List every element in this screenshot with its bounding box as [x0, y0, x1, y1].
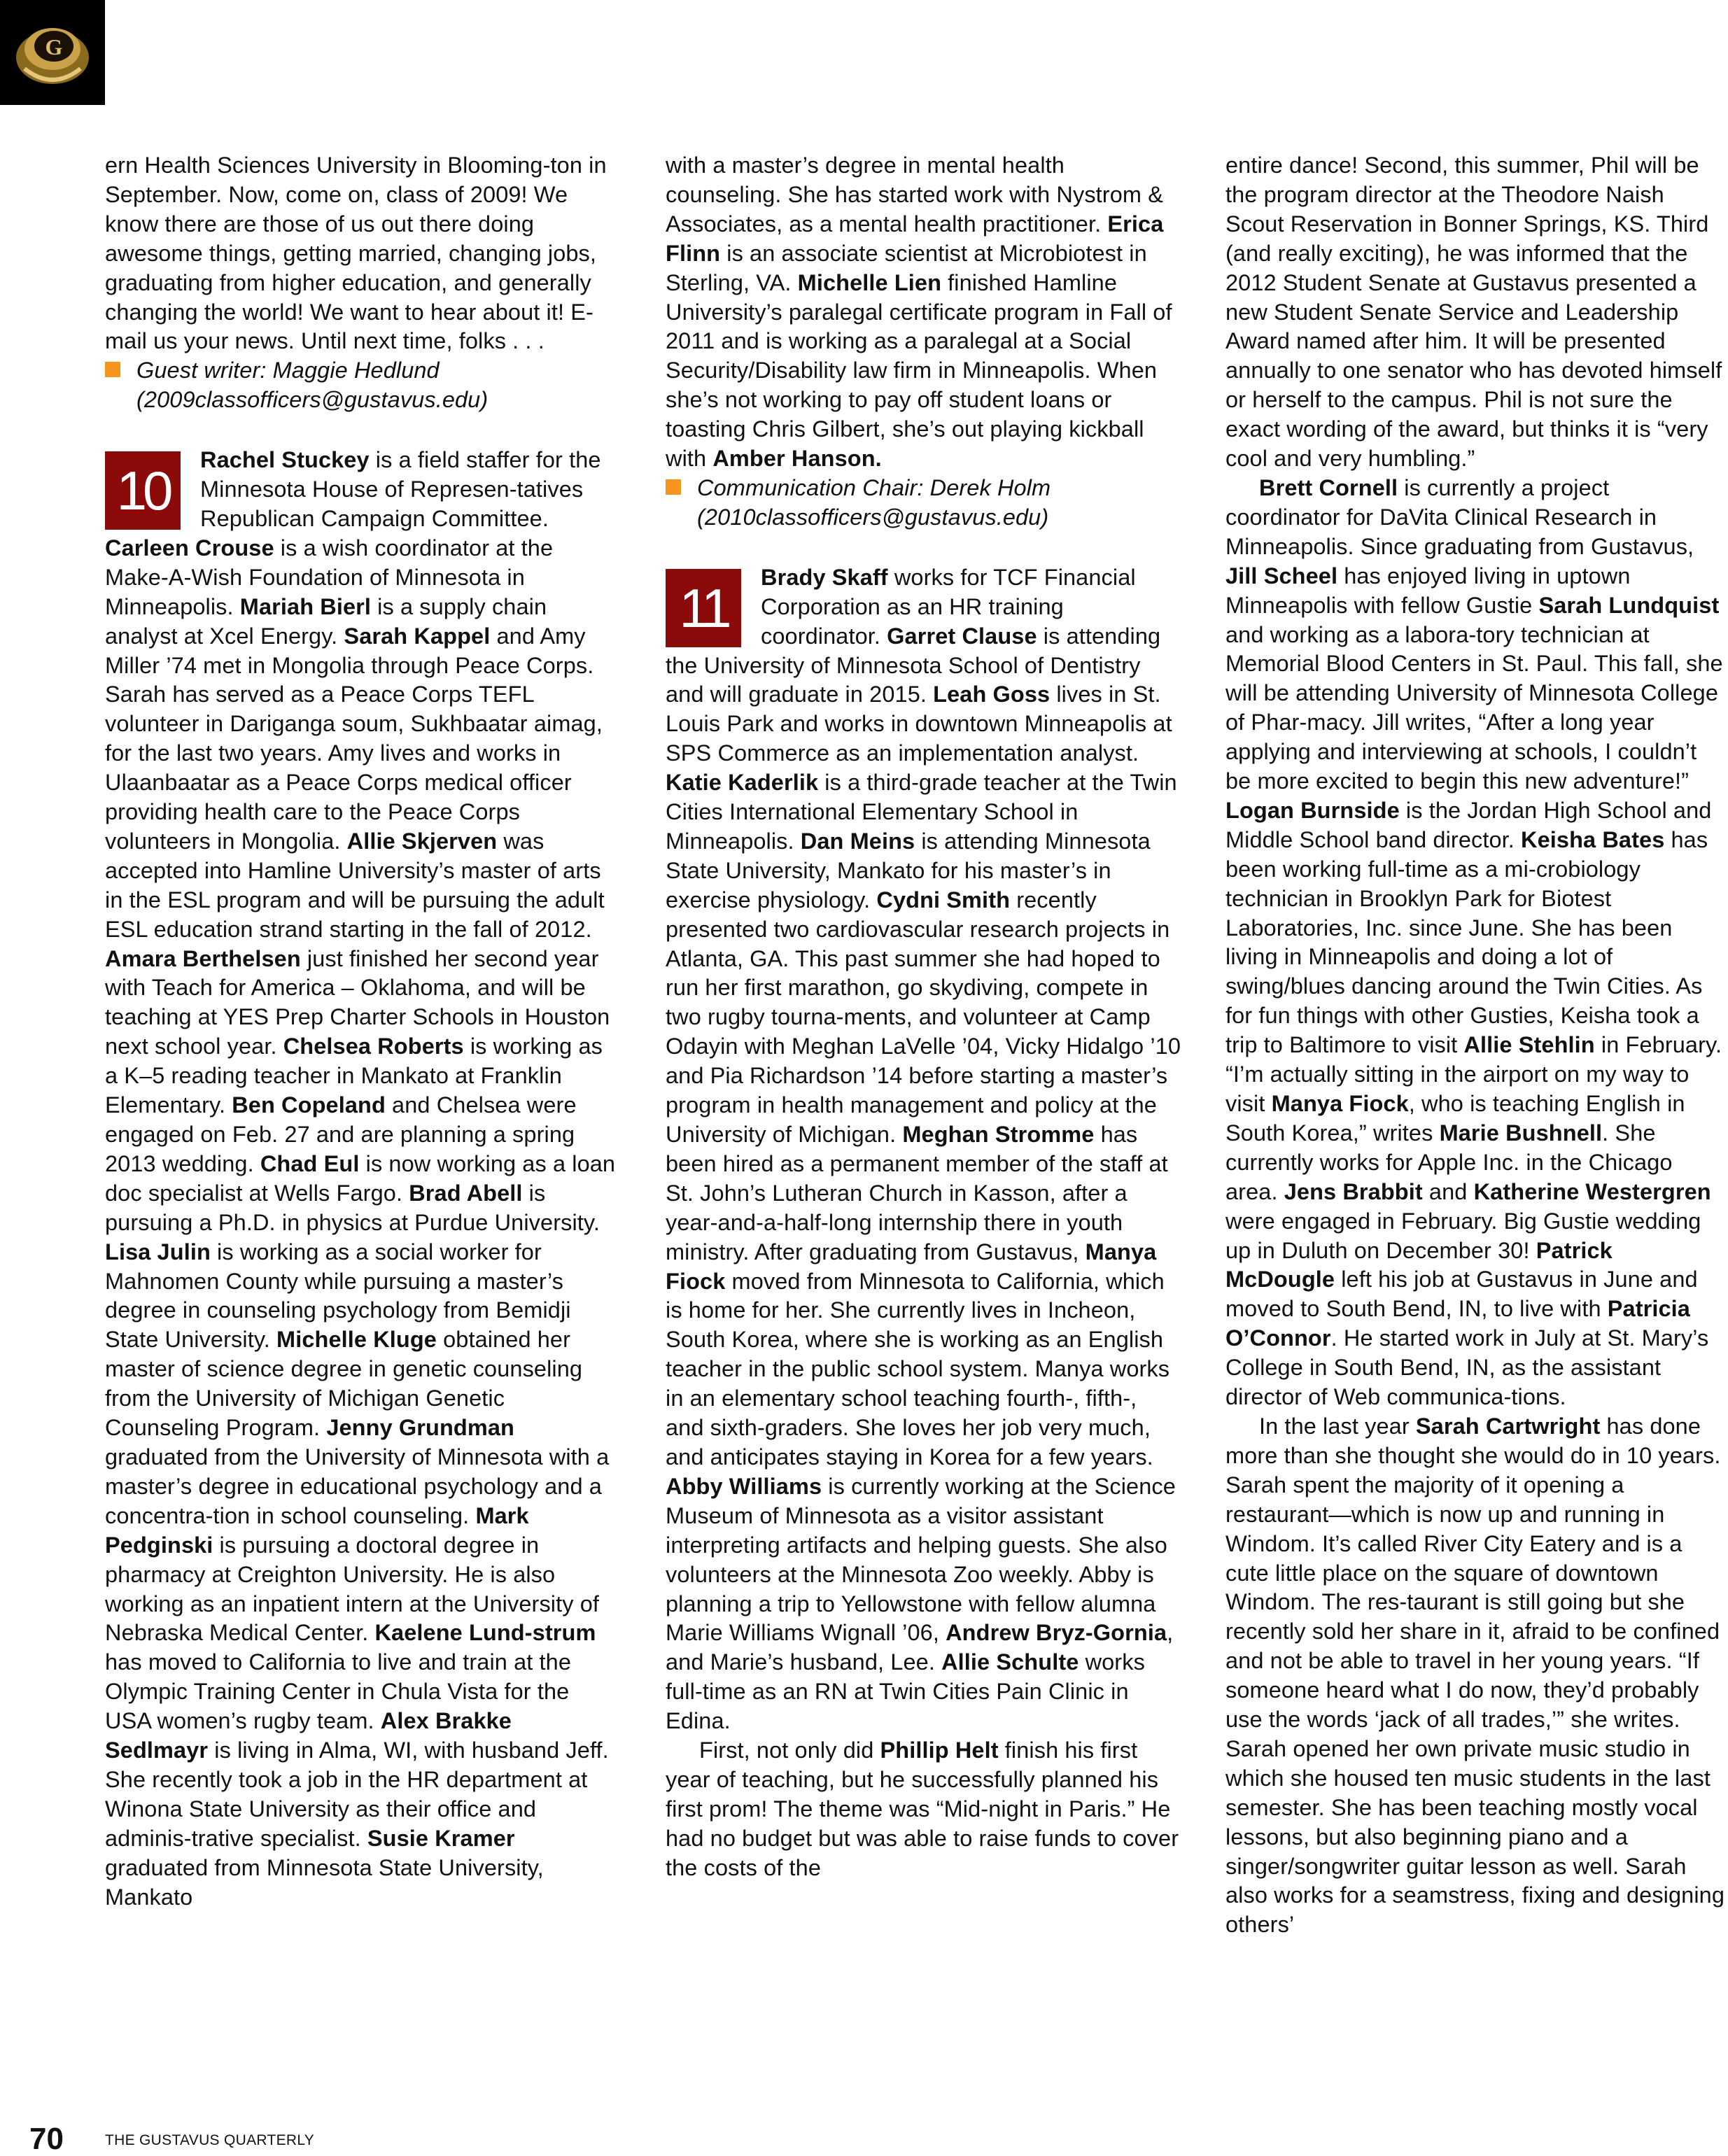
publication-title: THE GUSTAVUS QUARTERLY: [105, 2132, 315, 2148]
note-text: is the Jordan High School and Middle School band director.: [1225, 797, 1712, 852]
alumni-name: Allie Stehlin: [1463, 1032, 1595, 1058]
note-text: has enjoyed living in uptown Minneapolis with fellow Gustie: [1225, 563, 1631, 618]
alumni-name: Mark Pedginski: [105, 1502, 529, 1558]
alumni-name: Allie Schulte: [941, 1649, 1079, 1675]
note-text: has been hired as a permanent member of the staff at St. John’s Lutheran Church in Kasson, after a year-and-a-half-long internship there in youth ministry. After graduating from Gustavus,: [666, 1122, 1168, 1264]
alumni-name: Erica Flinn: [666, 211, 1164, 266]
note-text: is currently a project coordinator for DaVita Clinical Research in Minneapolis. Since graduating from Gustavus,: [1225, 474, 1694, 559]
note-text: is a wish coordinator at the Make-A-Wish Foundation of Minnesota in Minneapolis.: [105, 535, 554, 619]
alumni-name: Phillip Helt: [880, 1738, 999, 1763]
note-text: finish his first year of teaching, but he successfully planned his first prom! The theme was “Mid-night in Paris.” He had no budget but was able to raise funds to cover the costs of the: [666, 1738, 1179, 1880]
note-text: is working as a K–5 reading teacher in Mankato at Franklin Elementary.: [105, 1034, 603, 1118]
signature-2010: [666, 474, 1181, 533]
note-text: has done more than she thought she would do in 10 years. Sarah spent the majority of it opening a restaurant—which is now up and running in Windom. It’s called River City Eatery and is a cute little place on the square of downtown Windom. The res-taurant is still going but she recently sold her share in it, afraid to be confined and not be able to travel in her young years. “If someone heard what I do now, they’d probably use the words ‘jack of all trades,’” she writes. Sarah opened her own private music studio in which she housed ten music students in the last semester. She has been teaching mostly vocal lessons, but also beginning piano and a singer/songwriter guitar lesson as well. Sarah also works for a seamstress, fixing and designing others’: [1225, 1413, 1725, 1938]
alumni-name: Keisha Bates: [1521, 826, 1665, 852]
note-text: . He started work in July at St. Mary’s College in South Bend, IN, as the assistant director of Web communica-tions.: [1225, 1325, 1709, 1410]
alumni-name: Rachel Stuckey: [200, 447, 370, 473]
alumni-name: Allie Skjerven: [346, 828, 498, 854]
alumni-name: Carleen Crouse: [105, 535, 274, 561]
orange-square-bullet-icon: [105, 362, 120, 377]
note-text: lives in St. Louis Park and works in downtown Minneapolis at SPS Commerce as an implementation analyst.: [666, 682, 1172, 766]
column-2: [666, 151, 1181, 1883]
class-2009-closing: ern Health Sciences University in Blooming-ton in September. Now, come on, class of 2009! We know there are those of us out there doing awesome things, getting married, changing jobs, graduating from higher education, and generally changing the world! We want to hear about it! E-mail us your news. Until next time, folks . . .: [105, 153, 607, 354]
note-text: has been working full-time as a mi-crobiology technician in Brooklyn Park for Biotest Laboratories, Inc. since June. She has been living in Minneapolis and doing a lot of swing/blues dancing around the Twin Cities. As for fun things with other Gusties, Keisha took a trip to Baltimore to visit: [1225, 826, 1708, 1058]
orange-square-bullet-icon: [666, 479, 681, 495]
alumni-name: Mariah Bierl: [239, 593, 372, 619]
alumni-name: Brad Abell: [409, 1180, 523, 1206]
column-1: [105, 151, 620, 1912]
note-text: moved from Minnesota to California, which is home for her. She currently lives in Incheon, South Korea, where she is working as an English teacher in the public school system. Manya works in an elementary school teaching fourth-, fifth-, and sixth-graders. She loves her job very much, and anticipates staying in Korea for a few years.: [666, 1268, 1170, 1470]
signature-2009: [105, 356, 620, 415]
note-text: in February. “I’m actually sitting in the airport on my way to visit: [1225, 1032, 1722, 1116]
note-text: First, not only did: [699, 1738, 880, 1763]
class-2010-notes-continued: [666, 151, 1181, 474]
alumni-name: Brett Cornell: [1259, 474, 1398, 500]
note-text: has moved to California to live and train at the Olympic Training Center in Chula Vista for the USA women’s rugby team.: [105, 1649, 572, 1734]
class-ring-icon: [0, 0, 105, 105]
alumni-name: Manya Fiock: [1271, 1091, 1409, 1116]
note-text: and: [1422, 1178, 1474, 1204]
note-text: left his job at Gustavus in June and moved to South Bend, IN, to live with: [1225, 1267, 1698, 1322]
svg-text:G: G: [45, 34, 63, 59]
alumni-name: Brady Skaff: [761, 564, 888, 590]
alumni-name: Jill Scheel: [1225, 563, 1338, 589]
note-text: recently presented two cardiovascular research projects in Atlanta, GA. This past summer she had hoped to run her first marathon, go skydiving, compete in two rugby tourna-ments, and volunteer at Camp Odayin with Meghan LaVelle ’04, Vicky Hidalgo ’10 and Pia Richardson ’14 before starting a master’s program in health management and policy at the University of Michigan.: [666, 887, 1181, 1147]
alumni-name: Chelsea Roberts: [283, 1034, 464, 1059]
alumni-name: Alex Brakke Sedlmayr: [105, 1708, 512, 1763]
alumni-name: Andrew Bryz-Gornia: [946, 1620, 1167, 1646]
sarah-cartwright-paragraph: [1225, 1412, 1728, 1940]
signature-writer: Communication Chair: Derek Holm: [697, 474, 1051, 500]
note-text: was accepted into Hamline University’s master of arts in the ESL program and will be pursuing the adult ESL education strand starting in the fall of 2012.: [105, 828, 605, 942]
note-text: were engaged in February. Big Gustie wedding up in Duluth on December 30!: [1225, 1208, 1701, 1263]
alumni-name: Michelle Lien: [797, 269, 942, 295]
alumni-name: Abby Williams: [666, 1473, 822, 1499]
note-text: just finished her second year with Teach for America – Oklahoma, and will be teaching at YES Prep Charter Schools in Houston next school year.: [105, 945, 610, 1059]
class-year-badge-2010: 10: [105, 451, 181, 530]
note-text: is a field staffer for the Minnesota House of Represen-tatives Republican Campaign Committee.: [200, 447, 601, 531]
class-2010-notes: [105, 446, 620, 1912]
note-text: In the last year: [1259, 1413, 1416, 1439]
alumni-name: Marie Bushnell: [1439, 1120, 1603, 1146]
note-text: and Chelsea were engaged on Feb. 27 and are planning a spring 2013 wedding.: [105, 1092, 577, 1176]
class-year-badge-2011: 11: [666, 569, 741, 647]
note-text: obtained her master of science degree in genetic counseling from the University of Michigan Genetic Counseling Program.: [105, 1327, 583, 1441]
page-number: 70: [29, 2122, 64, 2156]
note-text: is working as a social worker for Mahnomen County while pursuing a master’s degree in counseling psychology from Bemidji State University.: [105, 1239, 571, 1353]
alumni-name: Patricia O’Connor: [1225, 1296, 1690, 1351]
note-text: is pursuing a doctoral degree in pharmacy at Creighton University. He is also working as an inpatient intern at the University of Nebraska Medical Center.: [105, 1532, 600, 1646]
note-text: is a supply chain analyst at Xcel Energy.: [105, 593, 547, 649]
alumni-name: Patrick McDougle: [1225, 1237, 1613, 1292]
alumni-name: Jenny Grundman: [326, 1415, 514, 1441]
column-3: [1225, 151, 1728, 1940]
note-text: , who is teaching English in South Korea,” writes: [1225, 1091, 1685, 1146]
alumni-name: Amber Hanson.: [712, 446, 882, 472]
note-text: and Amy Miller ’74 met in Mongolia through Peace Corps. Sarah has served as a Peace Corps TEFL volunteer in Dariganga soum, Sukhbaatar aimag, for the last two years. Amy lives and works in Ulaanbaatar as a Peace Corps medical officer providing health care to the Peace Corps volunteers in Mongolia.: [105, 623, 603, 854]
alumni-name: Sarah Cartwright: [1415, 1413, 1601, 1439]
note-text: is attending the University of Minnesota School of Dentistry and will graduate in 2015.: [666, 623, 1161, 707]
alumni-name: Jens Brabbit: [1284, 1178, 1423, 1204]
note-text: with a master’s degree in mental health counseling. She has started work with Nystrom & Associates, as a mental health practitioner.: [666, 153, 1163, 237]
alumni-name: Sarah Lundquist: [1538, 592, 1720, 618]
note-text: is attending Minnesota State University, Mankato for his master’s in exercise physiology.: [666, 828, 1151, 913]
note-text: graduated from the University of Minnesota with a master’s degree in educational psychology and a concentra-tion in school counseling.: [105, 1444, 610, 1528]
alumni-name: Lisa Julin: [105, 1239, 211, 1264]
alumni-name: Manya Fiock: [666, 1239, 1157, 1294]
class-ring-logo: [0, 0, 105, 105]
class-2011-notes: [666, 563, 1181, 1736]
note-text: graduated from Minnesota State University, Mankato: [105, 1854, 544, 1910]
note-text: is an associate scientist at Microbiotest in Sterling, VA.: [666, 240, 1147, 295]
alumni-name: Garret Clause: [887, 623, 1037, 649]
signature-email: (2009classofficers@gustavus.edu): [136, 387, 489, 413]
alumni-name: Sarah Kappel: [344, 623, 491, 649]
alumni-name: Susie Kramer: [367, 1825, 515, 1851]
note-text: and working as a labora-tory technician at Memorial Blood Centers in St. Paul. This fall, she will be attending University of Minnesota College of Phar-macy. Jill writes, “After a long year applying and interviewing at schools, I couldn’t be more excited to begin this new adventure!”: [1225, 621, 1723, 794]
phillip-helt-paragraph: [666, 1736, 1181, 1883]
alumni-name: Kaelene Lund-strum: [374, 1620, 596, 1646]
note-text: is pursuing a Ph.D. in physics at Purdue University.: [105, 1180, 600, 1235]
note-text: is now working as a loan doc specialist at Wells Fargo.: [105, 1150, 616, 1206]
alumni-name: Katherine Westergren: [1473, 1178, 1711, 1204]
note-text: , and Marie’s husband, Lee.: [666, 1620, 1174, 1675]
note-text: entire dance! Second, this summer, Phil will be the program director at the Theodore Naish Scout Reservation in Bonner Springs, KS. Third (and really exciting), he was informed that the 2012 Student Senate at Gustavus presented a new Student Senate Service and Leadership Award named after him. It will be presented annually to one senator who has devoted himself or herself to the campus. Phil is not sure the exact wording of the award, but thinks it is “very cool and very humbling.”: [1225, 153, 1722, 472]
note-text: works for TCF Financial Corporation as an HR training coordinator.: [761, 564, 1136, 649]
alumni-name: Leah Goss: [933, 682, 1051, 707]
note-text: is a third-grade teacher at the Twin Cities International Elementary School in Minneapolis.: [666, 770, 1177, 854]
note-text: is currently working at the Science Museum of Minnesota as a visitor assistant interpreting artifacts and helping guests. She also volunteers at the Minnesota Zoo weekly. Abby is planning a trip to Yellowstone with fellow alumna Marie Williams Wignall ’06,: [666, 1473, 1176, 1646]
alumni-name: Meghan Stromme: [902, 1122, 1095, 1147]
note-text: . She currently works for Apple Inc. in the Chicago area.: [1225, 1120, 1673, 1204]
alumni-name: Cydni Smith: [876, 887, 1011, 913]
phillip-helt-paragraph-continued: [1225, 151, 1728, 474]
alumni-name: Chad Eul: [260, 1150, 360, 1176]
brett-cornell-paragraph: [1225, 474, 1728, 1412]
alumni-name: Logan Burnside: [1225, 797, 1400, 823]
alumni-name: Dan Meins: [800, 828, 915, 854]
alumni-name: Amara Berthelsen: [105, 945, 301, 971]
alumni-name: Michelle Kluge: [276, 1327, 437, 1353]
signature-writer: Guest writer: Maggie Hedlund: [136, 358, 440, 383]
note-text: finished Hamline University’s paralegal certificate program in Fall of 2011 and is working as a paralegal at a Social Security/Disability law firm in Minneapolis. When she’s not working to pay off student loans or toasting Chris Gilbert, she’s out playing kickball with: [666, 269, 1172, 472]
note-text: is living in Alma, WI, with husband Jeff. She recently took a job in the HR department at Winona State University as their office and adminis-trative specialist.: [105, 1738, 609, 1851]
signature-email: (2010classofficers@gustavus.edu): [697, 504, 1049, 530]
alumni-name: Katie Kaderlik: [666, 770, 819, 796]
note-text: works full-time as an RN at Twin Cities Pain Clinic in Edina.: [666, 1649, 1145, 1734]
alumni-name: Ben Copeland: [232, 1092, 386, 1118]
